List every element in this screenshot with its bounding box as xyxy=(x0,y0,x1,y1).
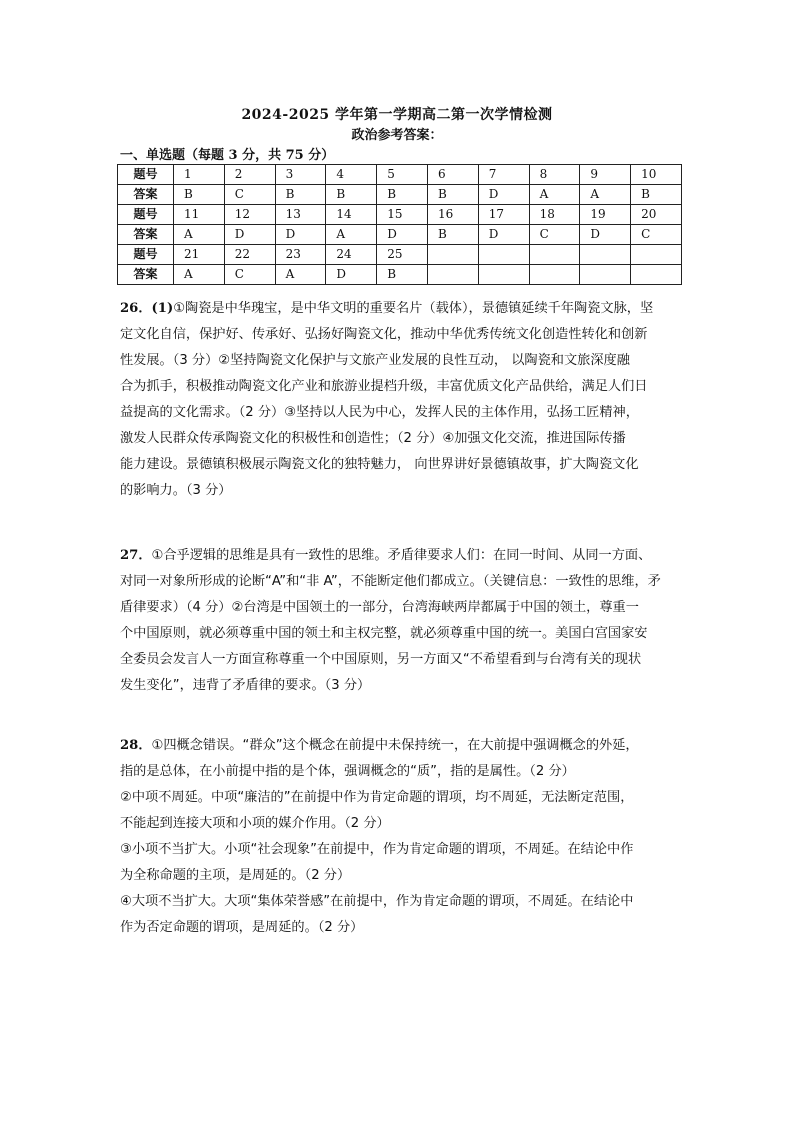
table-cell: 10 xyxy=(631,165,682,185)
table-cell: B xyxy=(326,185,377,205)
q28-line-7: ④大项不当扩大。大项“集体荣誉感”在前提中，作为肯定命题的谓项，不周延。在结论中 xyxy=(120,894,634,909)
question-27-answer xyxy=(120,543,680,699)
table-cell: 24 xyxy=(326,245,377,265)
table-cell: A xyxy=(275,265,326,285)
q28-line-5: ③小项不当扩大。小项“社会现象”在前提中，作为肯定命题的谓项，不周延。在结论中作 xyxy=(120,842,634,857)
table-cell: 13 xyxy=(275,205,326,225)
table-cell: A xyxy=(174,225,225,245)
table-cell xyxy=(478,245,529,265)
table-row xyxy=(118,205,682,225)
q26-line-1: 26．(1)①陶瓷是中华瑰宝，是中华文明的重要名片（载体），景德镇延续千年陶瓷文脉，坚 xyxy=(120,301,654,316)
table-cell xyxy=(631,265,682,285)
table-cell: B xyxy=(631,185,682,205)
q27-number: 27． xyxy=(120,548,152,563)
answer-table xyxy=(117,164,682,285)
table-cell xyxy=(529,265,580,285)
table-cell xyxy=(529,245,580,265)
table-cell: A xyxy=(580,185,631,205)
table-cell: 19 xyxy=(580,205,631,225)
table-cell: 2 xyxy=(224,165,275,185)
table-cell xyxy=(631,245,682,265)
table-cell: 22 xyxy=(224,245,275,265)
table-row xyxy=(118,265,682,285)
q26-line-5: 益提高的文化需求。（2 分）③坚持以人民为中心，发挥人民的主体作用，弘扬工匠精神， xyxy=(120,405,639,420)
table-cell xyxy=(580,265,631,285)
q28-line-6: 为全称命题的主项，是周延的。（2 分） xyxy=(120,868,351,883)
table-cell: 8 xyxy=(529,165,580,185)
table-cell: 18 xyxy=(529,205,580,225)
table-cell: 14 xyxy=(326,205,377,225)
table-row-header: 题号 xyxy=(118,205,174,225)
table-cell: D xyxy=(478,185,529,205)
table-cell xyxy=(427,245,478,265)
table-cell xyxy=(580,245,631,265)
document-subtitle: 政治参考答案： xyxy=(351,128,443,143)
section-heading-single-choice: 一、单选题（每题 3 分，共 75 分） xyxy=(120,148,335,163)
document-title: 2024-2025 学年第一学期高二第一次学情检测 xyxy=(241,107,553,123)
q26-line-6: 激发人民群众传承陶瓷文化的积极性和创造性；（2 分）④加强文化交流，推进国际传播 xyxy=(120,431,626,446)
table-cell: 16 xyxy=(427,205,478,225)
table-cell: 11 xyxy=(174,205,225,225)
table-cell: A xyxy=(174,265,225,285)
q26-line-4: 合为抓手，积极推动陶瓷文化产业和旅游业提档升级，丰富优质文化产品供给，满足人们日 xyxy=(120,379,648,394)
table-cell: A xyxy=(326,225,377,245)
q27-line-1: 27．①合乎逻辑的思维是具有一致性的思维。矛盾律要求人们：在同一时间、从同一方面、 xyxy=(120,548,652,563)
q27-line-2: 对同一对象所形成的论断“A”和“非 A”，不能断定他们都成立。（关键信息：一致性的思维，矛 xyxy=(120,574,661,589)
table-cell: D xyxy=(224,225,275,245)
q28-line-2: 指的是总体，在小前提中指的是个体，强调概念的“质”，指的是属性。（2 分） xyxy=(120,764,575,779)
table-cell: D xyxy=(478,225,529,245)
table-row-header: 答案 xyxy=(118,185,174,205)
table-cell: C xyxy=(631,225,682,245)
q27-line-5: 全委员会发言人一方面宣称尊重一个中国原则，另一方面又“不希望看到与台湾有关的现状 xyxy=(120,652,642,667)
q28-line-8: 作为否定命题的谓项，是周延的。（2 分） xyxy=(120,920,364,935)
table-cell: 20 xyxy=(631,205,682,225)
table-row-header: 题号 xyxy=(118,165,174,185)
table-cell: C xyxy=(224,265,275,285)
q27-line-6: 发生变化”，违背了矛盾律的要求。（3 分） xyxy=(120,678,371,693)
table-row-header: 题号 xyxy=(118,245,174,265)
table-cell: 5 xyxy=(377,165,428,185)
table-cell: B xyxy=(427,225,478,245)
table-cell: B xyxy=(377,185,428,205)
table-row xyxy=(118,185,682,205)
table-cell: 25 xyxy=(377,245,428,265)
q26-number: 26．(1) xyxy=(120,301,174,316)
table-cell: 4 xyxy=(326,165,377,185)
q27-line-4: 个中国原则，就必须尊重中国的领土和主权完整，就必须尊重中国的统一。美国白宫国家安 xyxy=(120,626,648,641)
table-cell: C xyxy=(224,185,275,205)
question-28-answer xyxy=(120,733,680,941)
table-cell: B xyxy=(427,185,478,205)
q26-line-8: 的影响力。（3 分） xyxy=(120,483,232,498)
table-cell: B xyxy=(174,185,225,205)
q28-line-3: ②中项不周延。中项“廉洁的”在前提中作为肯定命题的谓项，均不周延，无法断定范围， xyxy=(120,790,634,805)
q28-number: 28． xyxy=(120,738,152,753)
table-cell xyxy=(427,265,478,285)
q26-line-3: 性发展。（3 分）②坚持陶瓷文化保护与文旅产业发展的良性互动， 以陶瓷和文旅深度融 xyxy=(120,353,630,368)
table-cell: 12 xyxy=(224,205,275,225)
table-row-header: 答案 xyxy=(118,265,174,285)
table-cell: D xyxy=(275,225,326,245)
table-cell: 1 xyxy=(174,165,225,185)
table-row xyxy=(118,165,682,185)
table-cell: 21 xyxy=(174,245,225,265)
q28-line-1: 28．①四概念错误。“群众”这个概念在前提中未保持统一，在大前提中强调概念的外延， xyxy=(120,738,639,753)
table-cell: 3 xyxy=(275,165,326,185)
table-cell: C xyxy=(529,225,580,245)
q26-line-2: 定文化自信，保护好、传承好、弘扬好陶瓷文化，推动中华优秀传统文化创造性转化和创新 xyxy=(120,327,648,342)
table-cell: B xyxy=(377,265,428,285)
table-cell: 9 xyxy=(580,165,631,185)
table-cell: D xyxy=(377,225,428,245)
table-cell: 23 xyxy=(275,245,326,265)
table-row-header: 答案 xyxy=(118,225,174,245)
table-cell: 15 xyxy=(377,205,428,225)
table-cell: D xyxy=(580,225,631,245)
q26-line-7: 能力建设。景德镇积极展示陶瓷文化的独特魅力， 向世界讲好景德镇故事，扩大陶瓷文化 xyxy=(120,457,639,472)
table-cell: D xyxy=(326,265,377,285)
q28-line-4: 不能起到连接大项和小项的媒介作用。（2 分） xyxy=(120,816,390,831)
table-cell xyxy=(478,265,529,285)
table-row xyxy=(118,245,682,265)
table-cell: 6 xyxy=(427,165,478,185)
table-cell: A xyxy=(529,185,580,205)
q27-line-3: 盾律要求）（4 分）②台湾是中国领土的一部分，台湾海峡两岸都属于中国的领土，尊重一 xyxy=(120,600,639,615)
table-cell: 7 xyxy=(478,165,529,185)
question-26-answer xyxy=(120,296,680,504)
table-cell: B xyxy=(275,185,326,205)
table-row xyxy=(118,225,682,245)
table-cell: 17 xyxy=(478,205,529,225)
